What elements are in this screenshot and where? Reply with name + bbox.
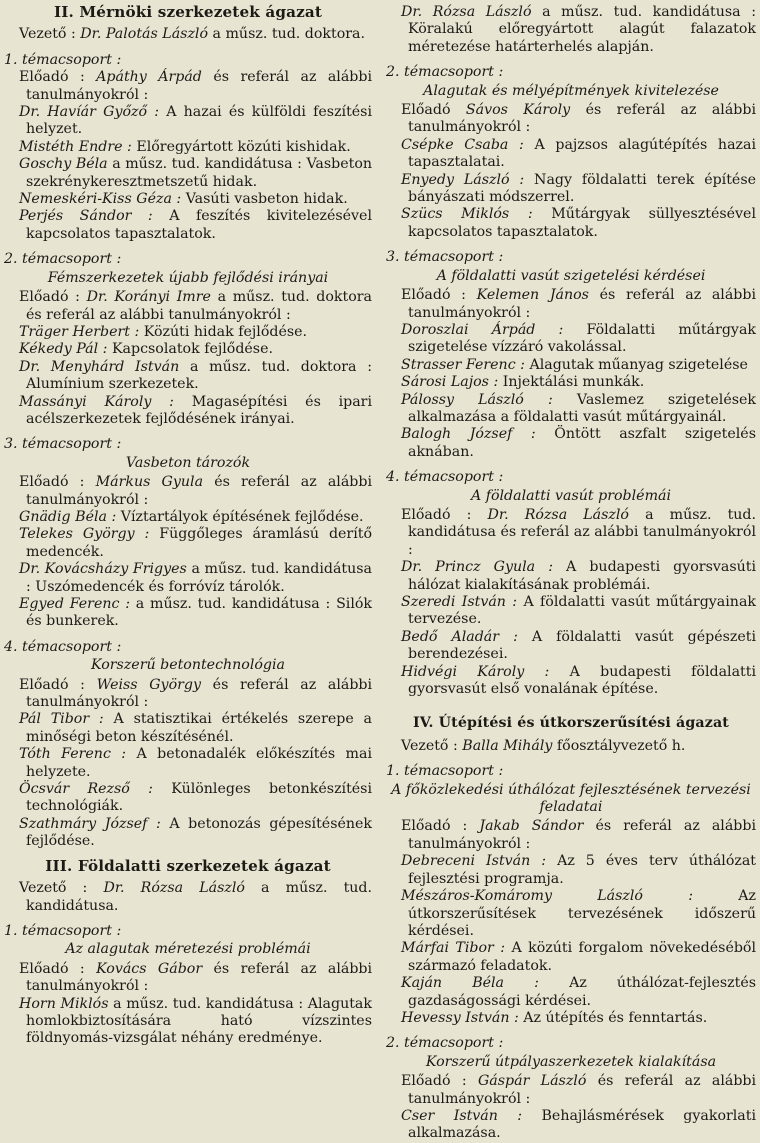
study-entry xyxy=(386,629,756,664)
rapporteur-name: Apáthy Árpád xyxy=(96,69,202,86)
rapporteur-label: Előadó : xyxy=(19,960,85,977)
section-title: IV. Útépítési és útkorszerűsítési ágazat xyxy=(412,715,730,732)
topic-group xyxy=(4,923,372,1048)
study-title: Az útkorszerűsítések tervezésének időszerű kérdései. xyxy=(408,888,757,939)
rapporteur-name: Kelemen János xyxy=(476,287,589,304)
author-name: Massányi Károly : xyxy=(19,393,174,410)
topic-group xyxy=(386,1035,756,1142)
group-topic: Korszerű betontechnológia xyxy=(91,657,285,674)
study-entry xyxy=(4,781,372,816)
group-number: 2. témacsoport : xyxy=(386,64,504,81)
author-name: Balogh József : xyxy=(401,426,536,443)
rapporteur xyxy=(4,474,372,509)
study-title: Alagutak műanyag szigetelése xyxy=(529,356,748,373)
topic-group xyxy=(386,249,756,461)
rapporteur-name: Gáspár László xyxy=(477,1073,587,1090)
leader-name: Balla Mihály xyxy=(462,737,553,754)
study-entry xyxy=(386,322,756,357)
author-name: Debreceni István : xyxy=(401,853,547,870)
rapporteur xyxy=(4,961,372,996)
author-name: Csépke Csaba : xyxy=(401,136,524,153)
study-title: Földalatti műtárgyak szigetelése vízzáró vakolással. xyxy=(408,321,757,356)
group-topic: Fémszerkezetek újabb fejlődési irányai xyxy=(47,269,329,286)
study-entry xyxy=(4,561,372,596)
study-entry xyxy=(4,324,372,341)
study-title: Műtárgyak süllyesztésével kapcsolatos tapasztalatok. xyxy=(408,206,756,240)
group-number: 1. témacsoport : xyxy=(4,922,122,939)
rapporteur-rest: és referál az alábbi tanulmányokról : xyxy=(408,102,756,136)
author-name: Träger Herbert : xyxy=(19,323,140,340)
group-topic: Alagutak és mélyépítmények kivitelezése xyxy=(423,82,719,99)
rapporteur-label: Előadó : xyxy=(401,1073,467,1090)
study-entry xyxy=(386,137,756,172)
study-title: Előregyártott közúti kishidak. xyxy=(136,138,351,155)
study-title: A földalatti vasút gépészeti berendezései. xyxy=(408,628,756,663)
study-title: Kapcsolatok fejlődése. xyxy=(111,341,273,358)
study-title: A feszítés kivitelezésével kapcsolatos tapasztalatok. xyxy=(26,208,372,242)
group-topic: Az alagutak méretezési problémái xyxy=(65,941,311,958)
study-entry xyxy=(4,711,372,746)
study-title: A földalatti vasút műtárgyainak tervezése. xyxy=(408,594,756,628)
group-topic: A főközlekedési úthálózat fejlesztésének tervezési feladatai xyxy=(391,781,751,816)
rapporteur-name: Sávos Károly xyxy=(465,102,571,119)
study-title: Vaslemez szigetelések alkalmazása a földalatti vasút műtárgyainál. xyxy=(408,391,757,425)
study-title: Közúti hidak fejlődése. xyxy=(143,323,308,340)
study-title: Öntött aszfalt szigetelés aknában. xyxy=(408,426,756,460)
author-name: Szücs Miklós : xyxy=(401,206,533,223)
group-topic: A földalatti vasút problémái xyxy=(470,487,672,504)
author-name: Pál Tibor : xyxy=(19,711,104,728)
study-entry xyxy=(386,392,756,427)
author-name: Doroszlai Árpád : xyxy=(401,321,564,338)
study-title: A közúti forgalom növekedéséből származó feladatok. xyxy=(408,940,756,974)
section-title: III. Földalatti szerkezetek ágazat xyxy=(45,856,331,875)
study-title: Az 5 éves terv úthálózat fejlesztési programja. xyxy=(408,853,757,887)
study-title: A hazai és külföldi feszítési helyzet. xyxy=(26,104,373,138)
study-entry xyxy=(4,341,372,358)
rapporteur-rest: a műsz. tud. kandidátusa és referál az alábbi tanulmányokról : xyxy=(408,506,757,558)
rapporteur-label: Előadó : xyxy=(401,818,468,835)
leader-label: Vezető : xyxy=(19,880,88,897)
study-entry xyxy=(4,359,372,394)
study-entry xyxy=(4,139,372,156)
author-name: Perjés Sándor : xyxy=(19,208,153,225)
study-entry xyxy=(4,596,372,631)
study-title: Injektálási munkák. xyxy=(502,374,645,391)
author-name: Öcsvár Rezső : xyxy=(19,781,153,798)
author-name: Dr. Kovácsházy Frigyes xyxy=(19,561,187,578)
study-title: a műsz. tud. kandidátusa : Köralakú előregyártott alagút falazatok méretezése határterhelés alapján. xyxy=(408,4,757,55)
author-name: Dr. Princz Gyula : xyxy=(401,559,553,576)
topic-group xyxy=(4,52,372,243)
author-name: Egyed Ferenc : xyxy=(19,596,130,612)
study-entry xyxy=(4,816,372,851)
rapporteur-rest: és referál az alábbi tanulmányokról : xyxy=(408,287,756,321)
author-name: Dr. Havíár Győző : xyxy=(19,104,159,121)
author-name: Kékedy Pál : xyxy=(19,341,108,358)
group-number: 4. témacsoport : xyxy=(386,469,504,486)
study-entry xyxy=(4,104,372,139)
study-entry xyxy=(386,4,756,56)
study-title: Az útépítés és fenntartás. xyxy=(523,1009,708,1026)
author-name: Goschy Béla xyxy=(19,156,108,173)
group-number: 3. témacsoport : xyxy=(386,249,504,266)
author-name: Hevessy István : xyxy=(401,1009,519,1026)
rapporteur-label: Előadó : xyxy=(19,289,80,306)
rapporteur-name: Dr. Korányi Imre xyxy=(86,289,211,306)
study-entry xyxy=(386,888,756,940)
author-name: Telekes György : xyxy=(19,526,150,543)
study-title: a műsz. tud. kandidátusa : Vasbeton szekrénykeresztmetszetű hidak. xyxy=(26,156,372,190)
rapporteur-label: Előadó : xyxy=(401,287,466,304)
group-number: 2. témacsoport : xyxy=(4,251,122,268)
group-topic: A földalatti vasút szigetelési kérdései xyxy=(436,267,706,284)
group-number: 1. témacsoport : xyxy=(386,763,504,780)
leader-label: Vezető : xyxy=(19,26,76,43)
section-leader xyxy=(4,880,372,915)
rapporteur xyxy=(386,1073,756,1108)
author-name: Hidvégi Károly : xyxy=(401,663,550,680)
author-name: Szeredi István : xyxy=(401,594,518,610)
study-entry xyxy=(386,1010,756,1027)
right-column xyxy=(386,4,756,1143)
section-leader xyxy=(4,26,372,43)
author-name: Nemeskéri-Kiss Géza : xyxy=(19,191,182,208)
leader-rest: a műsz. tud. doktora. xyxy=(212,26,366,43)
study-title: A budapesti gyorsvasúti hálózat kialakításának problémái. xyxy=(408,559,757,593)
topic-group xyxy=(4,251,372,428)
group-number: 2. témacsoport : xyxy=(386,1035,504,1052)
section-title: II. Mérnöki szerkezetek ágazat xyxy=(53,3,323,21)
author-name: Tóth Ferenc : xyxy=(19,746,127,763)
group-topic: Vasbeton tározók xyxy=(125,454,251,471)
rapporteur-label: Előadó : xyxy=(19,69,85,86)
rapporteur xyxy=(4,69,372,104)
topic-group xyxy=(4,436,372,630)
author-name: Dr. Menyhárd István xyxy=(19,358,180,375)
study-title: Víztartályok építésének fejlődése. xyxy=(120,508,364,525)
author-name: Strasser Ferenc : xyxy=(401,356,525,373)
topic-group xyxy=(4,639,372,851)
rapporteur-name: Kovács Gábor xyxy=(96,960,203,977)
author-name: Mészáros-Komáromy László : xyxy=(401,888,694,905)
topic-group xyxy=(386,763,756,1027)
rapporteur-rest: és referál az alábbi tanulmányokról : xyxy=(408,1073,757,1107)
rapporteur-label: Előadó : xyxy=(19,474,85,491)
rapporteur xyxy=(386,507,756,559)
author-name: Sárosi Lajos : xyxy=(401,374,499,391)
rapporteur-rest: és referál az alábbi tanulmányokról : xyxy=(408,818,756,852)
rapporteur xyxy=(4,677,372,712)
study-entry xyxy=(4,996,372,1048)
study-entry xyxy=(4,208,372,243)
study-entry xyxy=(4,156,372,191)
study-title: A statisztikai értékelés szerepe a minőségi beton készítésénél. xyxy=(26,711,372,745)
study-entry xyxy=(386,1108,756,1143)
study-title: Különleges betonkészítési technológiák. xyxy=(26,781,373,815)
rapporteur xyxy=(386,102,756,137)
study-entry xyxy=(386,374,756,391)
author-name: Márfai Tibor : xyxy=(401,940,506,957)
study-entry xyxy=(4,509,372,526)
study-entry xyxy=(386,559,756,594)
rapporteur-label: Előadó xyxy=(401,102,451,119)
rapporteur-rest: és referál az alábbi tanulmányokról : xyxy=(26,960,373,995)
rapporteur-rest: és referál az alábbi tanulmányokról : xyxy=(26,69,373,103)
rapporteur-name: Márkus Gyula xyxy=(95,474,204,491)
rapporteur xyxy=(4,289,372,324)
rapporteur-label: Előadó : xyxy=(19,676,85,693)
study-entry xyxy=(4,394,372,429)
group-number: 3. témacsoport : xyxy=(4,436,122,453)
group-number: 4. témacsoport : xyxy=(4,638,122,655)
left-column xyxy=(4,4,372,1048)
study-title: Behajlásmérések gyakorlati alkalmazása. xyxy=(408,1107,757,1142)
rapporteur-rest: és referál az alábbi tanulmányokról : xyxy=(26,474,373,508)
author-name: Horn Miklós xyxy=(19,995,109,1012)
author-name: Kaján Béla : xyxy=(401,975,539,992)
rapporteur-name: Weiss György xyxy=(96,676,201,693)
topic-group xyxy=(386,64,756,241)
rapporteur-rest: a műsz. tud. doktora és referál az alábbi tanulmányokról : xyxy=(26,289,373,323)
study-entry xyxy=(386,594,756,629)
author-name: Pálossy László : xyxy=(401,391,553,408)
study-entry xyxy=(386,206,756,241)
study-entry xyxy=(386,426,756,461)
rapporteur-rest: és referál az alábbi tanulmányokról : xyxy=(26,676,373,711)
study-title: a műsz. tud. kandidátusa : Alagutak homlokbiztosítására ható vízszintes földnyomás-vizsgálat néhány eredménye. xyxy=(26,995,372,1047)
study-title: A pajzsos alagútépítés hazai tapasztalatai. xyxy=(408,136,756,171)
leader-name: Dr. Palotás László xyxy=(80,26,208,43)
rapporteur xyxy=(386,818,756,853)
topic-group xyxy=(386,469,756,698)
study-entry xyxy=(4,526,372,561)
rapporteur-name: Dr. Rózsa László xyxy=(487,506,629,523)
study-title: a műsz. tud. doktora : Alumínium szerkezetek. xyxy=(26,358,372,393)
study-title: a műsz. tud. kandidátusa : Silók és bunkerek. xyxy=(26,596,373,630)
leader-label: Vezető : xyxy=(401,737,458,754)
rapporteur-name: Jakab Sándor xyxy=(479,818,584,835)
study-title: Függőleges áramlású derítő medencék. xyxy=(26,526,372,560)
study-title: a műsz. tud. kandidátusa : Uszómedencék és forróvíz tárolók. xyxy=(26,561,372,595)
study-entry xyxy=(4,191,372,208)
group-topic: Korszerű útpályaszerkezetek kialakítása xyxy=(425,1053,717,1070)
group-number: 1. témacsoport : xyxy=(4,51,122,68)
rapporteur xyxy=(386,287,756,322)
author-name: Bedő Aladár : xyxy=(401,628,518,645)
leader-rest: a műsz. tud. kandidátusa. xyxy=(26,880,373,914)
study-title: Vasúti vasbeton hidak. xyxy=(185,191,348,208)
section-leader xyxy=(386,738,756,755)
leader-name: Dr. Rózsa László xyxy=(103,880,245,897)
study-title: A betonadalék előkészítés mai helyzete. xyxy=(26,746,372,780)
study-entry xyxy=(386,853,756,888)
study-title: A budapesti földalatti gyorsvasút első vonalának építése. xyxy=(408,663,756,698)
study-entry xyxy=(386,172,756,207)
author-name: Szathmáry József : xyxy=(19,815,161,832)
study-entry xyxy=(386,357,756,374)
study-entry xyxy=(386,975,756,1010)
author-name: Dr. Rózsa László xyxy=(401,4,532,20)
author-name: Enyedy László : xyxy=(401,171,525,188)
study-entry xyxy=(386,664,756,699)
author-name: Cser István : xyxy=(401,1107,523,1124)
study-entry xyxy=(386,940,756,975)
rapporteur-label: Előadó : xyxy=(401,506,472,523)
study-title: Magasépítési és ipari acélszerkezetek fejlődésének irányai. xyxy=(26,393,373,427)
study-title: Nagy földalatti terek építése bányászati módszerrel. xyxy=(408,171,756,206)
study-title: Az úthálózat-fejlesztés gazdaságossági kérdései. xyxy=(408,975,756,1009)
author-name: Mistéth Endre : xyxy=(19,138,132,155)
leader-rest: főosztályvezető h. xyxy=(556,737,686,754)
study-entry xyxy=(4,746,372,781)
author-name: Gnädig Béla : xyxy=(19,508,117,525)
study-title: A betonozás gépesítésének fejlődése. xyxy=(26,815,372,850)
